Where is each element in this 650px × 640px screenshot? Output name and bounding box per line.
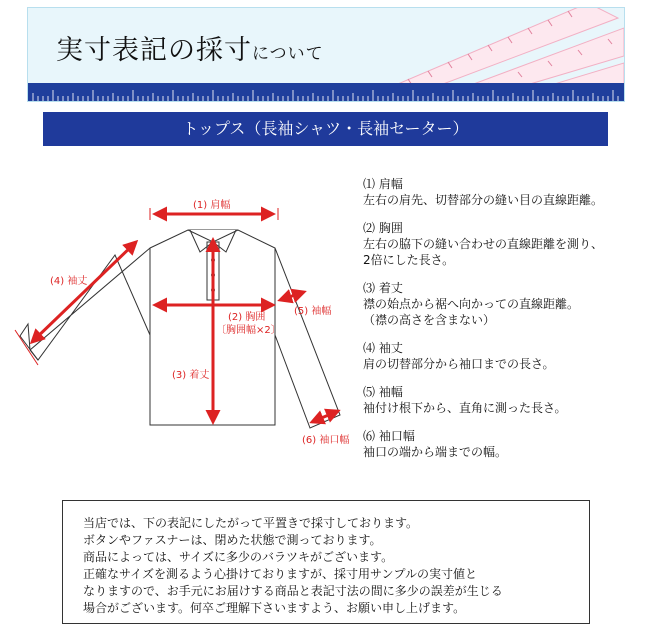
definition-sleeve-width — [363, 384, 638, 416]
definition-text: 襟の始点から裾へ向かっての直線距離。 — [363, 297, 580, 311]
definition-title: ⑹ 袖口幅 — [363, 429, 415, 443]
notice-box — [62, 500, 590, 624]
definition-text: 袖付け根下から、直角に測った長さ。 — [363, 401, 567, 415]
header — [27, 7, 625, 102]
chest-note-label: 〔胸囲幅×2〕 — [216, 325, 281, 336]
definition-title: ⑴ 肩幅 — [363, 177, 403, 191]
sleeve-width-label: (5) 袖幅 — [294, 306, 332, 317]
definition-text: 袖口の端から端までの幅。 — [363, 445, 508, 459]
notice-line: 商品によっては、サイズに多少のバラツキがございます。 — [83, 550, 394, 564]
notice-line: 場合がございます。何卒ご理解下さいますよう、お願い申し上げます。 — [83, 601, 466, 615]
definition-title: ⑷ 袖丈 — [363, 341, 403, 355]
definition-chest — [363, 220, 638, 268]
chest-label: (2) 胸囲 — [228, 312, 266, 323]
length-label: (3) 着丈 — [172, 370, 210, 381]
definition-cuff-width — [363, 428, 638, 460]
definition-text: 肩の切替部分から袖口までの長さ。 — [363, 357, 555, 371]
definition-text: （襟の高さを含まない） — [363, 313, 496, 327]
measurement-definitions — [363, 176, 638, 472]
page-title-suffix: について — [252, 44, 324, 64]
definition-shoulder — [363, 176, 638, 208]
definition-text: 左右の脇下の縫い合わせの直線距離を測り、 — [363, 237, 604, 251]
definition-text: 2倍にした長さ。 — [363, 253, 455, 267]
definition-title: ⑵ 胸囲 — [363, 221, 403, 235]
category-banner: トップス（長袖シャツ・長袖セーター） — [43, 112, 608, 146]
definition-text: 左右の肩先、切替部分の縫い目の直線距離。 — [363, 193, 604, 207]
notice-line: 当店では、下の表記にしたがって平置きで採寸しております。 — [83, 516, 419, 530]
sleeve-length-arrow — [32, 242, 136, 342]
notice-line: ボタンやファスナーは、閉めた状態で測っております。 — [83, 533, 382, 547]
definition-length — [363, 280, 638, 328]
notice-line: なりますので、お手元にお届けする商品と表記寸法の間に多少の誤差が生じる — [83, 584, 503, 598]
shirt-measurement-diagram — [0, 160, 360, 460]
definition-sleeve-length — [363, 340, 638, 372]
page-title — [56, 28, 324, 67]
shoulder-label: (1) 肩幅 — [193, 200, 231, 211]
definition-title: ⑶ 着丈 — [363, 281, 403, 295]
definition-title: ⑸ 袖幅 — [363, 385, 403, 399]
notice-line: 正確なサイズを測るよう心掛けておりますが、採寸用サンプルの実寸値と — [83, 567, 477, 581]
sleeve-length-label: (4) 袖丈 — [50, 276, 88, 287]
page-title-main: 実寸表記の採寸 — [56, 35, 252, 66]
shirt-outline — [20, 230, 340, 428]
cuff-width-label: (6) 袖口幅 — [302, 435, 350, 446]
